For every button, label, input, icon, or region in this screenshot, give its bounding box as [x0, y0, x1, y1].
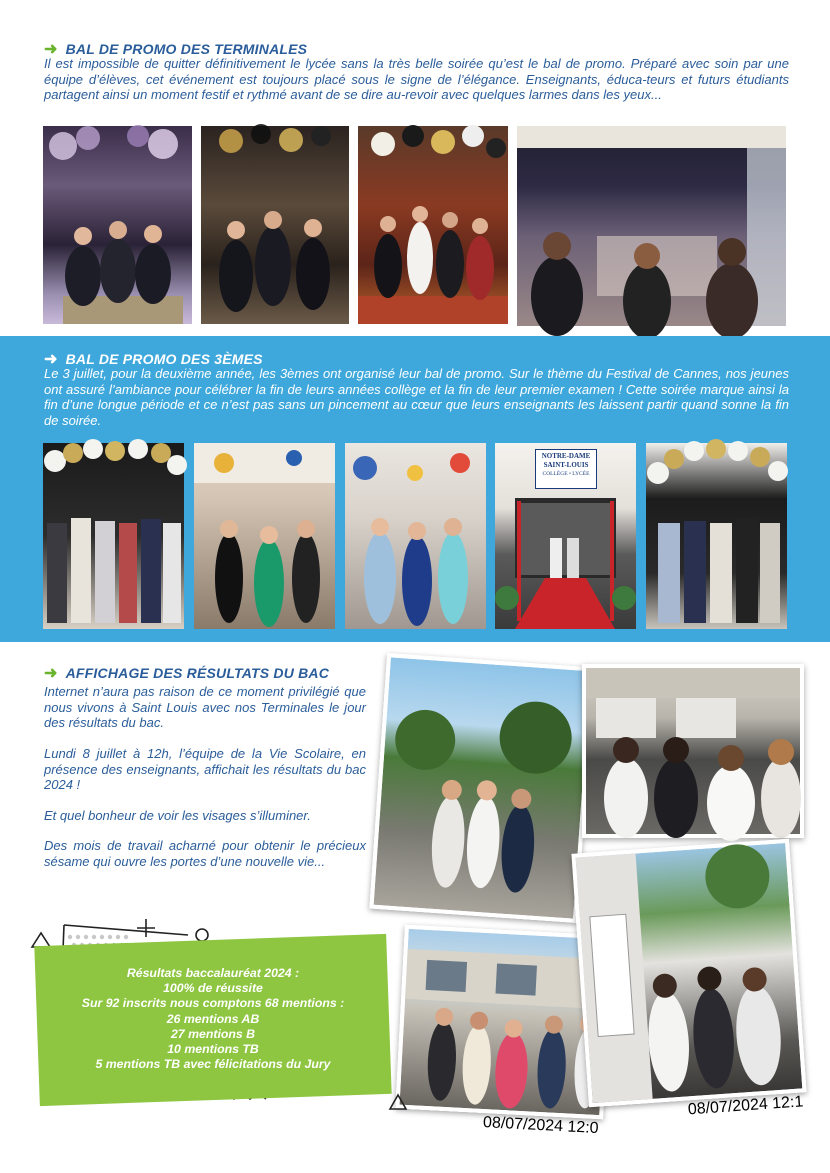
sign-line-3: COLLÈGE • LYCÉE — [542, 471, 590, 477]
prom-photo-2-scene — [201, 126, 349, 324]
right-arrow-icon: ➜ — [44, 351, 58, 368]
results-line-4: 26 mentions AB — [166, 1011, 260, 1026]
results-line-2: 100% de réussite — [163, 981, 263, 996]
bac-photo-4-scene — [576, 843, 803, 1103]
prom-photo-1 — [43, 126, 192, 324]
results-line-3: Sur 92 inscrits nous comptons 68 mentions : — [81, 996, 345, 1011]
results-text — [50, 966, 376, 1072]
prom-photo-3 — [358, 126, 508, 324]
triangle-icon — [390, 1095, 406, 1109]
section1-text: Il est impossible de quitter définitivement le lycée sans la très belle soirée qu’est le bal de promo. Préparé avec soin par une équipe d’élèves, cet événement est toujours placé sous le signe de l’élégance. Enseignants, éduca-teurs et futurs étudiants partagent ainsi un moment festif et rythmé avant de se dire au-revoir avec quelques larmes dans les yeux... — [44, 56, 789, 102]
prom3-photo-5-scene — [646, 443, 787, 629]
section3-paragraph-1: Internet n’aura pas raison de ce moment privilégié que nous vivons à Saint Louis avec nos Terminales le jour des résultats du bac. — [44, 684, 366, 730]
bac-photo-2 — [582, 664, 804, 838]
prom-photo-2 — [201, 126, 349, 324]
sign-line-2: SAINT-LOUIS — [543, 461, 589, 469]
prom3-photo-3-scene — [345, 443, 486, 629]
prom3-photo-4-entrance — [495, 443, 636, 629]
prom-photo-1-scene — [43, 126, 192, 324]
prom3-photo-3 — [345, 443, 486, 629]
entrance-scene — [495, 443, 636, 629]
section3-title: AFFICHAGE DES RÉSULTATS DU BAC — [65, 665, 330, 681]
prom-photo-4 — [517, 126, 786, 326]
prom3-photo-2-scene — [194, 443, 335, 629]
section3-paragraph-2: Lundi 8 juillet à 12h, l’équipe de la Vie Scolaire, en présence des enseignants, affichait les résultats du bac 2024 ! — [44, 746, 366, 792]
section3-paragraph-3: Et quel bonheur de voir les visages s’illuminer. — [44, 808, 311, 823]
results-line-6: 10 mentions TB — [167, 1042, 259, 1057]
bac-photo-2-scene — [586, 668, 800, 834]
prom3-photo-5 — [646, 443, 787, 629]
section2-title: BAL DE PROMO DES 3ÈMES — [65, 351, 263, 367]
prom3-photo-2 — [194, 443, 335, 629]
section3-paragraph-4: Des mois de travail acharné pour obtenir le précieux sésame qui ouvre les portes d’une nouvelle vie... — [44, 838, 366, 869]
bac-photo-3-date: 08/07/2024 12:0 — [482, 1114, 599, 1138]
results-line-5: 27 mentions B — [170, 1026, 256, 1041]
section3-heading — [44, 663, 329, 683]
bac-photo-3-scene — [400, 929, 609, 1115]
section1-title: BAL DE PROMO DES TERMINALES — [65, 41, 308, 57]
prom-photo-4-scene — [517, 126, 786, 326]
prom3-photo-1 — [43, 443, 184, 629]
bac-photo-4 — [571, 839, 806, 1119]
bac-photo-1 — [369, 653, 594, 923]
results-line-7: 5 mentions TB avec félicitations du Jury — [95, 1057, 331, 1072]
prom-photo-3-scene — [358, 126, 508, 324]
prom3-photo-1-scene — [43, 443, 184, 629]
right-arrow-icon: ➜ — [44, 41, 58, 58]
bac-photo-1-scene — [374, 657, 591, 918]
sign-line-1: NOTRE-DAME — [541, 452, 591, 460]
bac-photo-4-date: 08/07/2024 12:1 — [687, 1093, 804, 1119]
results-line-1: Résultats baccalauréat 2024 : — [126, 966, 300, 980]
right-arrow-icon: ➜ — [44, 665, 58, 682]
section2-text: Le 3 juillet, pour la deuxième année, les 3èmes ont organisé leur bal de promo. Sur le thème du Festival de Cannes, nos jeunes ont assuré l’ambiance pour célébrer la fin de leurs années collège et la fin de leur premier examen ! Cette soirée marque ainsi la fin d’une longue période et ce n’est pas sans un pincement au cœur que leurs enseignants les laissent partir quand sonne la fin de soirée. — [44, 366, 789, 428]
